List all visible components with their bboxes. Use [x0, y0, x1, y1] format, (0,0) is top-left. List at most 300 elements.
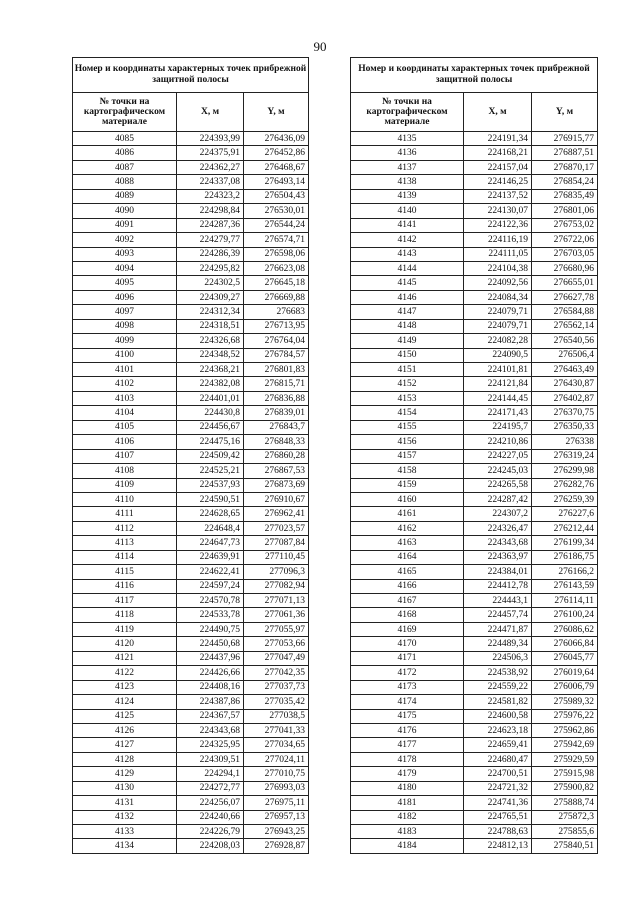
x-coordinate-cell: 224680,47 — [464, 752, 532, 766]
table-row — [73, 189, 309, 203]
x-coordinate-cell: 224443,1 — [464, 594, 532, 608]
x-coordinate-cell: 224144,45 — [464, 391, 532, 405]
x-coordinate-cell: 224700,51 — [464, 767, 532, 781]
x-coordinate-cell: 224812,13 — [464, 839, 532, 853]
point-number-cell: 4142 — [351, 233, 464, 247]
x-coordinate-cell: 224628,65 — [177, 507, 244, 521]
y-coordinate-cell: 276993,03 — [244, 781, 309, 795]
y-coordinate-cell: 277110,45 — [244, 550, 309, 564]
point-number-cell: 4097 — [73, 305, 177, 319]
table-row — [351, 435, 598, 449]
point-number-cell: 4130 — [73, 781, 177, 795]
point-number-cell: 4088 — [73, 175, 177, 189]
table-row — [73, 218, 309, 232]
point-number-cell: 4174 — [351, 695, 464, 709]
table-row — [73, 160, 309, 174]
point-number-cell: 4178 — [351, 752, 464, 766]
table-row — [351, 406, 598, 420]
x-coordinate-cell: 224659,41 — [464, 738, 532, 752]
x-coordinate-cell: 224639,91 — [177, 550, 244, 564]
point-number-cell: 4177 — [351, 738, 464, 752]
table-row — [351, 290, 598, 304]
y-coordinate-cell: 276227,6 — [532, 507, 598, 521]
y-coordinate-cell: 276645,18 — [244, 276, 309, 290]
y-coordinate-cell: 277038,5 — [244, 709, 309, 723]
y-coordinate-cell: 276873,69 — [244, 478, 309, 492]
y-coordinate-cell: 276143,59 — [532, 579, 598, 593]
x-coordinate-cell: 224256,07 — [177, 796, 244, 810]
x-coordinate-cell: 224393,99 — [177, 132, 244, 146]
point-number-cell: 4092 — [73, 233, 177, 247]
y-coordinate-cell: 276943,25 — [244, 825, 309, 839]
point-number-cell: 4146 — [351, 290, 464, 304]
point-number-cell: 4120 — [73, 637, 177, 651]
x-coordinate-cell: 224137,52 — [464, 189, 532, 203]
point-number-cell: 4099 — [73, 334, 177, 348]
y-column-header: Y, м — [244, 93, 309, 132]
point-number-cell: 4176 — [351, 723, 464, 737]
x-coordinate-cell: 224375,91 — [177, 146, 244, 160]
table-row — [73, 752, 309, 766]
y-coordinate-cell: 276402,87 — [532, 391, 598, 405]
point-number-cell: 4109 — [73, 478, 177, 492]
x-coordinate-cell: 224590,51 — [177, 492, 244, 506]
y-coordinate-cell: 275942,69 — [532, 738, 598, 752]
x-coordinate-cell: 224343,68 — [464, 536, 532, 550]
point-number-cell: 4135 — [351, 132, 464, 146]
x-coordinate-cell: 224456,67 — [177, 420, 244, 434]
point-number-cell: 4151 — [351, 363, 464, 377]
point-number-cell: 4113 — [73, 536, 177, 550]
table-row — [73, 146, 309, 160]
point-number-cell: 4165 — [351, 565, 464, 579]
table-row — [351, 738, 598, 752]
point-number-cell: 4125 — [73, 709, 177, 723]
table-row — [73, 175, 309, 189]
point-number-cell: 4181 — [351, 796, 464, 810]
x-coordinate-cell: 224157,04 — [464, 160, 532, 174]
point-number-cell: 4175 — [351, 709, 464, 723]
point-number-cell: 4145 — [351, 276, 464, 290]
table-row — [351, 565, 598, 579]
x-coordinate-cell: 224208,03 — [177, 839, 244, 853]
point-number-cell: 4107 — [73, 449, 177, 463]
x-coordinate-cell: 224286,39 — [177, 247, 244, 261]
point-number-cell: 4169 — [351, 622, 464, 636]
x-coordinate-cell: 224450,68 — [177, 637, 244, 651]
point-number-cell: 4166 — [351, 579, 464, 593]
table-row — [73, 594, 309, 608]
x-coordinate-cell: 224318,51 — [177, 319, 244, 333]
table-row — [73, 579, 309, 593]
point-number-cell: 4104 — [73, 406, 177, 420]
y-coordinate-cell: 276166,2 — [532, 565, 598, 579]
x-coordinate-cell: 224227,05 — [464, 449, 532, 463]
x-coordinate-cell: 224337,08 — [177, 175, 244, 189]
point-number-cell: 4139 — [351, 189, 464, 203]
x-column-header: X, м — [177, 93, 244, 132]
y-coordinate-cell: 275976,22 — [532, 709, 598, 723]
table-row — [73, 334, 309, 348]
point-number-cell: 4105 — [73, 420, 177, 434]
y-coordinate-cell: 276843,7 — [244, 420, 309, 434]
x-coordinate-cell: 224287,42 — [464, 492, 532, 506]
point-number-cell: 4140 — [351, 204, 464, 218]
table-row — [351, 796, 598, 810]
x-coordinate-cell: 224647,73 — [177, 536, 244, 550]
y-coordinate-cell: 276299,98 — [532, 464, 598, 478]
table-row — [73, 132, 309, 146]
y-coordinate-cell: 276199,34 — [532, 536, 598, 550]
x-coordinate-cell: 224412,78 — [464, 579, 532, 593]
table-row — [73, 305, 309, 319]
x-coordinate-cell: 224104,38 — [464, 261, 532, 275]
x-coordinate-cell: 224559,22 — [464, 680, 532, 694]
x-coordinate-cell: 224171,43 — [464, 406, 532, 420]
x-coordinate-cell: 224537,93 — [177, 478, 244, 492]
table-row — [73, 651, 309, 665]
point-number-cell: 4144 — [351, 261, 464, 275]
point-number-cell: 4182 — [351, 810, 464, 824]
x-coordinate-cell: 224426,66 — [177, 666, 244, 680]
point-number-cell: 4127 — [73, 738, 177, 752]
x-coordinate-cell: 224272,77 — [177, 781, 244, 795]
x-coordinate-cell: 224648,4 — [177, 521, 244, 535]
table-row — [73, 348, 309, 362]
x-coordinate-cell: 224326,47 — [464, 521, 532, 535]
table-row — [351, 160, 598, 174]
y-coordinate-cell: 276338 — [532, 435, 598, 449]
table-row — [73, 435, 309, 449]
x-coordinate-cell: 224489,34 — [464, 637, 532, 651]
table-row — [73, 695, 309, 709]
table-row — [73, 796, 309, 810]
point-number-cell: 4136 — [351, 146, 464, 160]
table-row — [73, 781, 309, 795]
y-coordinate-cell: 276436,09 — [244, 132, 309, 146]
x-coordinate-cell: 224302,5 — [177, 276, 244, 290]
y-coordinate-cell: 276722,06 — [532, 233, 598, 247]
x-coordinate-cell: 224509,42 — [177, 449, 244, 463]
page-number: 90 — [313, 39, 327, 54]
table-row — [351, 695, 598, 709]
y-coordinate-cell: 275929,59 — [532, 752, 598, 766]
table-row — [351, 132, 598, 146]
table-row — [73, 825, 309, 839]
y-coordinate-cell: 275989,32 — [532, 695, 598, 709]
y-coordinate-cell: 276598,06 — [244, 247, 309, 261]
table-row — [351, 666, 598, 680]
point-number-cell: 4106 — [73, 435, 177, 449]
x-coordinate-cell: 224367,57 — [177, 709, 244, 723]
x-column-header: X, м — [464, 93, 532, 132]
table-row — [73, 247, 309, 261]
x-coordinate-cell: 224348,52 — [177, 348, 244, 362]
table-row — [351, 478, 598, 492]
y-coordinate-cell: 276045,77 — [532, 651, 598, 665]
y-coordinate-cell: 276836,88 — [244, 391, 309, 405]
x-coordinate-cell: 224581,82 — [464, 695, 532, 709]
point-number-cell: 4168 — [351, 608, 464, 622]
y-coordinate-cell: 276066,84 — [532, 637, 598, 651]
y-coordinate-cell: 276887,51 — [532, 146, 598, 160]
y-coordinate-cell: 276655,01 — [532, 276, 598, 290]
y-coordinate-cell: 277087,84 — [244, 536, 309, 550]
table-row — [73, 233, 309, 247]
x-coordinate-cell: 224368,21 — [177, 363, 244, 377]
x-coordinate-cell: 224343,68 — [177, 723, 244, 737]
x-coordinate-cell: 224401,01 — [177, 391, 244, 405]
x-coordinate-cell: 224525,21 — [177, 464, 244, 478]
point-number-cell: 4117 — [73, 594, 177, 608]
y-coordinate-cell: 277037,73 — [244, 680, 309, 694]
y-coordinate-cell: 277041,33 — [244, 723, 309, 737]
y-coordinate-cell: 276562,14 — [532, 319, 598, 333]
x-coordinate-cell: 224146,25 — [464, 175, 532, 189]
table-row — [351, 305, 598, 319]
y-coordinate-cell: 276870,17 — [532, 160, 598, 174]
y-coordinate-cell: 276764,04 — [244, 334, 309, 348]
y-coordinate-cell: 276370,75 — [532, 406, 598, 420]
x-coordinate-cell: 224312,34 — [177, 305, 244, 319]
y-coordinate-cell: 276703,05 — [532, 247, 598, 261]
point-number-cell: 4164 — [351, 550, 464, 564]
x-coordinate-cell: 224079,71 — [464, 319, 532, 333]
y-coordinate-cell: 276784,57 — [244, 348, 309, 362]
y-coordinate-cell: 276212,44 — [532, 521, 598, 535]
table-row — [351, 781, 598, 795]
x-coordinate-cell: 224210,86 — [464, 435, 532, 449]
table-row — [73, 608, 309, 622]
x-coordinate-cell: 224195,7 — [464, 420, 532, 434]
y-coordinate-cell: 275855,6 — [532, 825, 598, 839]
table-row — [351, 204, 598, 218]
table-row — [351, 839, 598, 853]
table-row — [351, 825, 598, 839]
table-row — [351, 521, 598, 535]
table-row — [73, 536, 309, 550]
x-coordinate-cell: 224092,56 — [464, 276, 532, 290]
point-number-cell: 4134 — [73, 839, 177, 853]
point-number-cell: 4167 — [351, 594, 464, 608]
x-coordinate-cell: 224116,19 — [464, 233, 532, 247]
x-coordinate-cell: 224506,3 — [464, 651, 532, 665]
table-row — [351, 391, 598, 405]
point-number-cell: 4172 — [351, 666, 464, 680]
y-coordinate-cell: 276006,79 — [532, 680, 598, 694]
table-row — [73, 550, 309, 564]
point-number-cell: 4170 — [351, 637, 464, 651]
y-coordinate-cell: 276928,87 — [244, 839, 309, 853]
point-number-cell: 4100 — [73, 348, 177, 362]
table-row — [73, 622, 309, 636]
y-coordinate-cell: 276801,83 — [244, 363, 309, 377]
table-row — [73, 449, 309, 463]
point-number-cell: 4093 — [73, 247, 177, 261]
point-column-header: № точки на картографическом материале — [351, 93, 464, 132]
x-coordinate-cell: 224323,2 — [177, 189, 244, 203]
table-row — [73, 680, 309, 694]
table-row — [351, 767, 598, 781]
table-row — [351, 348, 598, 362]
table-row — [351, 377, 598, 391]
y-coordinate-cell: 276860,28 — [244, 449, 309, 463]
x-coordinate-cell: 224294,1 — [177, 767, 244, 781]
y-coordinate-cell: 276835,49 — [532, 189, 598, 203]
x-coordinate-cell: 224101,81 — [464, 363, 532, 377]
point-number-cell: 4150 — [351, 348, 464, 362]
table-row — [351, 709, 598, 723]
x-coordinate-cell: 224538,92 — [464, 666, 532, 680]
table-row — [73, 492, 309, 506]
point-number-cell: 4147 — [351, 305, 464, 319]
x-coordinate-cell: 224471,87 — [464, 622, 532, 636]
point-number-cell: 4131 — [73, 796, 177, 810]
x-coordinate-cell: 224130,07 — [464, 204, 532, 218]
x-coordinate-cell: 224765,51 — [464, 810, 532, 824]
x-coordinate-cell: 224475,16 — [177, 435, 244, 449]
point-number-cell: 4183 — [351, 825, 464, 839]
y-coordinate-cell: 277096,3 — [244, 565, 309, 579]
x-coordinate-cell: 224298,84 — [177, 204, 244, 218]
table-row — [351, 319, 598, 333]
point-number-cell: 4129 — [73, 767, 177, 781]
x-coordinate-cell: 224309,27 — [177, 290, 244, 304]
table-row — [351, 622, 598, 636]
y-coordinate-cell: 276962,41 — [244, 507, 309, 521]
point-number-cell: 4085 — [73, 132, 177, 146]
left-table-body — [73, 132, 309, 854]
left-coordinate-table — [72, 57, 309, 854]
point-number-cell: 4116 — [73, 579, 177, 593]
x-coordinate-cell: 224111,05 — [464, 247, 532, 261]
y-coordinate-cell: 275900,82 — [532, 781, 598, 795]
x-coordinate-cell: 224721,32 — [464, 781, 532, 795]
y-coordinate-cell: 277042,35 — [244, 666, 309, 680]
y-coordinate-cell: 276848,33 — [244, 435, 309, 449]
y-coordinate-cell: 277010,75 — [244, 767, 309, 781]
point-number-cell: 4115 — [73, 565, 177, 579]
y-coordinate-cell: 275840,51 — [532, 839, 598, 853]
point-number-cell: 4156 — [351, 435, 464, 449]
point-number-cell: 4160 — [351, 492, 464, 506]
table-row — [351, 218, 598, 232]
table-title: Номер и координаты характерных точек прибрежной защитной полосы — [73, 58, 309, 93]
table-row — [351, 507, 598, 521]
point-number-cell: 4132 — [73, 810, 177, 824]
x-coordinate-cell: 224309,51 — [177, 752, 244, 766]
y-coordinate-cell: 277024,11 — [244, 752, 309, 766]
point-number-cell: 4133 — [73, 825, 177, 839]
y-coordinate-cell: 276713,95 — [244, 319, 309, 333]
y-coordinate-cell: 277061,36 — [244, 608, 309, 622]
table-row — [351, 146, 598, 160]
y-coordinate-cell: 276910,67 — [244, 492, 309, 506]
y-coordinate-cell: 276019,64 — [532, 666, 598, 680]
y-coordinate-cell: 276854,24 — [532, 175, 598, 189]
point-number-cell: 4103 — [73, 391, 177, 405]
y-coordinate-cell: 276540,56 — [532, 334, 598, 348]
y-coordinate-cell: 276801,06 — [532, 204, 598, 218]
table-row — [351, 334, 598, 348]
y-coordinate-cell: 276975,11 — [244, 796, 309, 810]
point-number-cell: 4114 — [73, 550, 177, 564]
right-coordinate-table — [350, 57, 598, 854]
point-number-cell: 4089 — [73, 189, 177, 203]
table-row — [351, 175, 598, 189]
x-coordinate-cell: 224622,41 — [177, 565, 244, 579]
x-coordinate-cell: 224600,58 — [464, 709, 532, 723]
point-number-cell: 4173 — [351, 680, 464, 694]
table-row — [73, 391, 309, 405]
point-number-cell: 4155 — [351, 420, 464, 434]
y-coordinate-cell: 276430,87 — [532, 377, 598, 391]
y-coordinate-cell: 276683 — [244, 305, 309, 319]
x-coordinate-cell: 224363,97 — [464, 550, 532, 564]
y-coordinate-cell: 276623,08 — [244, 261, 309, 275]
y-coordinate-cell: 276100,24 — [532, 608, 598, 622]
x-coordinate-cell: 224788,63 — [464, 825, 532, 839]
point-number-cell: 4162 — [351, 521, 464, 535]
table-row — [351, 752, 598, 766]
table-row — [73, 261, 309, 275]
y-coordinate-cell: 276504,43 — [244, 189, 309, 203]
table-row — [351, 550, 598, 564]
table-row — [351, 608, 598, 622]
point-column-header: № точки на картографическом материале — [73, 93, 177, 132]
point-number-cell: 4157 — [351, 449, 464, 463]
x-coordinate-cell: 224122,36 — [464, 218, 532, 232]
y-coordinate-cell: 277053,66 — [244, 637, 309, 651]
point-number-cell: 4179 — [351, 767, 464, 781]
y-coordinate-cell: 277023,57 — [244, 521, 309, 535]
table-row — [73, 723, 309, 737]
y-coordinate-cell: 276463,49 — [532, 363, 598, 377]
point-number-cell: 4184 — [351, 839, 464, 853]
x-coordinate-cell: 224387,86 — [177, 695, 244, 709]
point-number-cell: 4180 — [351, 781, 464, 795]
y-coordinate-cell: 276114,11 — [532, 594, 598, 608]
point-number-cell: 4086 — [73, 146, 177, 160]
table-row — [73, 464, 309, 478]
x-coordinate-cell: 224362,27 — [177, 160, 244, 174]
x-coordinate-cell: 224457,74 — [464, 608, 532, 622]
table-row — [73, 276, 309, 290]
table-row — [351, 189, 598, 203]
x-coordinate-cell: 224326,68 — [177, 334, 244, 348]
x-coordinate-cell: 224287,36 — [177, 218, 244, 232]
table-row — [351, 680, 598, 694]
point-number-cell: 4095 — [73, 276, 177, 290]
point-number-cell: 4118 — [73, 608, 177, 622]
point-number-cell: 4087 — [73, 160, 177, 174]
y-coordinate-cell: 276350,33 — [532, 420, 598, 434]
table-row — [73, 377, 309, 391]
table-row — [73, 637, 309, 651]
x-coordinate-cell: 224623,18 — [464, 723, 532, 737]
point-number-cell: 4102 — [73, 377, 177, 391]
x-coordinate-cell: 224240,66 — [177, 810, 244, 824]
point-number-cell: 4094 — [73, 261, 177, 275]
point-number-cell: 4152 — [351, 377, 464, 391]
point-number-cell: 4163 — [351, 536, 464, 550]
point-number-cell: 4096 — [73, 290, 177, 304]
y-coordinate-cell: 276815,71 — [244, 377, 309, 391]
x-coordinate-cell: 224570,78 — [177, 594, 244, 608]
y-coordinate-cell: 277047,49 — [244, 651, 309, 665]
y-coordinate-cell: 276839,01 — [244, 406, 309, 420]
table-row — [351, 651, 598, 665]
